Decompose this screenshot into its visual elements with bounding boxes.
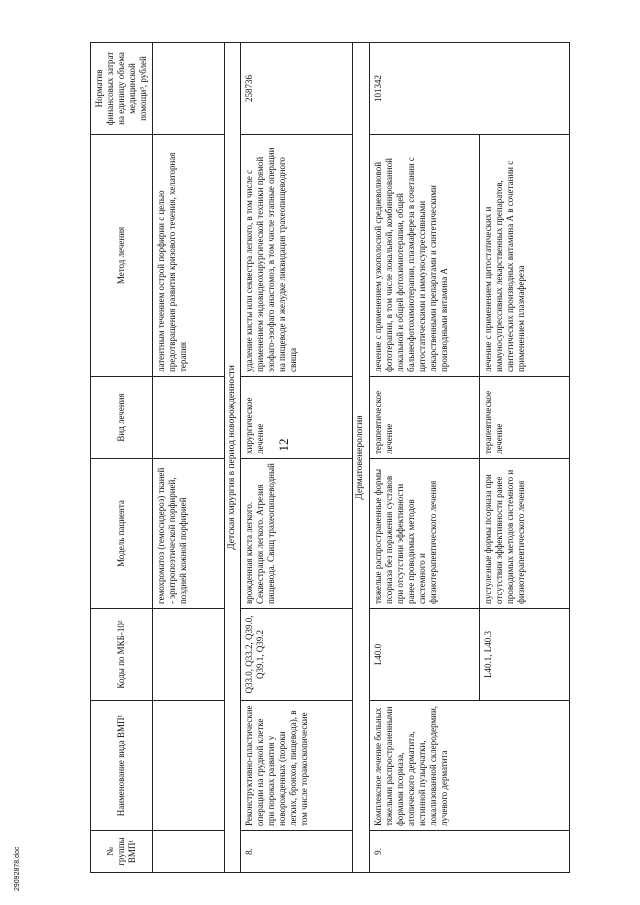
cell-cost: 101342 [370,43,570,135]
cell-codes: L40.1, L40.3 [480,609,570,701]
cell-model: врожденная киста легкого. Секвестрация легкого. Атрезия пищевода. Свищ трахеопищеводный [241,459,353,609]
cell-num: 8. [241,831,353,873]
cell-codes: L40.0 [370,609,480,701]
cell-name: Комплексное лечение больных тяжелыми распространенными формами псориаза, атопического дерматита, истинной пузырчатки, локализованной склеродермии, лучевого дерматита [370,701,570,831]
cell-cost: 258736 [241,43,353,135]
header-name: Наименование вида ВМП¹ [91,701,153,831]
cell-codes: Q33.0, Q33.2, Q39.0, Q39.1, Q39.2 [241,609,353,701]
cell-model: пустулезные формы псориаза при отсутствии эффективности ранее проводимых методов системного и физиотерапевтического лечения [480,459,570,609]
header-type: Вид лечения [91,377,153,459]
cell-type: хирургическое лечение [241,377,353,459]
section-title-surgery: Детская хирургия в период новорожденности [224,43,241,873]
table-row-9a [370,43,480,873]
header-codes: Коды по МКБ-10² [91,609,153,701]
cell-model: гемохроматоз (гемосидероз) тканей - эритропоэтической порфирией, поздней кожной порфирией [152,459,224,609]
header-num: № группы ВМП¹ [91,831,153,873]
header-model: Модель пациента [91,459,153,609]
cell-method: лечение с применением цитостатических и иммуносупрессивных лекарственных препаратов, синтетических производных витамина А в сочетании с применением плазмафереза [480,135,570,377]
vmp-table [90,42,570,873]
rotated-table-container [90,43,630,873]
cell-type: терапевтическое лечение [370,377,480,459]
cell-method: латентным течением острой порфирии с целью предотвращения развития кризового течения, хелаторная терапия [152,135,224,377]
section-row-surgery [224,43,241,873]
footer-filename: 29092878.doc [14,846,21,891]
cell-type: терапевтическое лечение [480,377,570,459]
table-row-continuation [152,43,224,873]
cell-num: 9. [370,831,570,873]
footer [8,800,24,895]
cell-model: тяжелые распространенные формы псориаза без поражения суставов при отсутствии эффективности ранее проводимых методов системного и физиотерапевтического лечения [370,459,480,609]
section-row-dermatology [353,43,370,873]
table-header-row [91,43,153,873]
header-method: Метод лечения [91,135,153,377]
cell-method: удаление кисты или секвестра легкого, в том числе с применением эндовидеохирургической техники прямой эзофаго-эзофаго анастомоз, в том числе этапные операции на пищеводе и желудке ликвидация трахеопищеводного свища [241,135,353,377]
cell-name: Реконструктивно-пластические операции на грудной клетке при пороках развития у новорожденных (пороки легких, бронхов, пищевода), в том числе торакоскопические [241,701,353,831]
table-row-8 [241,43,353,873]
section-title-dermatology: Дерматовенерология [353,43,370,873]
page-number: 12 [276,438,291,452]
header-cost: Норматив финансовых затрат на единицу объема медицинской помощи³, рублей [91,43,153,135]
cell-method: лечение с применением узкополосной средневолновой фототерапии, в том числе локальной, комбинированной локальной и общей фотохимиотерапии, общей бальнеофотохимиотерапии, плазмафереза в сочетании с цитостатическими и иммуносупрессивными лекарственными препаратами и синтетическими производными витамина А [370,135,480,377]
